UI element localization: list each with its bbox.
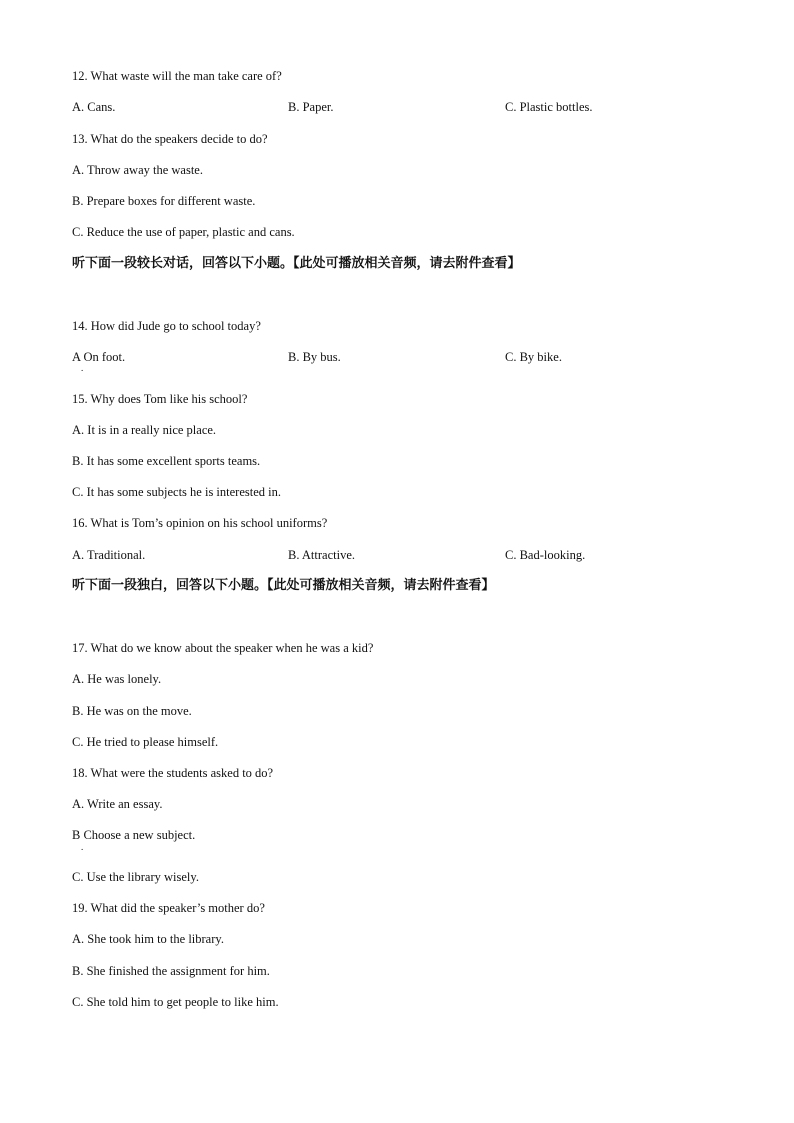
question-16: 16. What is Tom’s opinion on his school uniforms? [72,516,328,530]
stray-dot-mark: . [81,363,84,373]
section-instruction-dialogue: 听下面一段较长对话，回答以下小题。【此处可播放相关音频，请去附件查看】 [72,256,521,271]
question-13: 13. What do the speakers decide to do? [72,132,268,146]
option-18-b: B Choose a new subject. [72,828,196,842]
options-row-14 [0,349,794,365]
option-18-a: A. Write an essay. [72,797,163,811]
option-13-a: A. Throw away the waste. [72,163,203,177]
option-15-c: C. It has some subjects he is interested in. [72,485,281,499]
option-15-b: B. It has some excellent sports teams. [72,454,261,468]
option-19-c: C. She told him to get people to like him. [72,995,279,1009]
option-17-c: C. He tried to please himself. [72,735,219,749]
option-14-a: A On foot. [72,350,126,364]
option-13-b: B. Prepare boxes for different waste. [72,194,256,208]
option-16-c: C. Bad-looking. [505,548,586,562]
option-17-a: A. He was lonely. [72,672,162,686]
option-16-a: A. Traditional. [72,548,146,562]
section-instruction-monologue: 听下面一段独白，回答以下小题。【此处可播放相关音频，请去附件查看】 [72,578,495,593]
option-19-a: A. She took him to the library. [72,932,224,946]
option-18-c: C. Use the library wisely. [72,870,199,884]
question-14: 14. How did Jude go to school today? [72,319,261,333]
question-19: 19. What did the speaker’s mother do? [72,901,265,915]
option-15-a: A. It is in a really nice place. [72,423,217,437]
question-15: 15. Why does Tom like his school? [72,392,248,406]
question-17: 17. What do we know about the speaker when he was a kid? [72,641,374,655]
options-row-12 [0,99,794,115]
options-row-16 [0,547,794,563]
stray-dot-mark: . [81,842,84,852]
option-12-a: A. Cans. [72,100,116,114]
option-12-b: B. Paper. [288,100,334,114]
option-17-b: B. He was on the move. [72,704,192,718]
option-16-b: B. Attractive. [288,548,355,562]
option-13-c: C. Reduce the use of paper, plastic and cans. [72,225,295,239]
question-18: 18. What were the students asked to do? [72,766,274,780]
option-14-b: B. By bus. [288,350,341,364]
option-14-c: C. By bike. [505,350,562,364]
option-12-c: C. Plastic bottles. [505,100,593,114]
question-12: 12. What waste will the man take care of? [72,69,282,83]
option-19-b: B. She finished the assignment for him. [72,964,270,978]
